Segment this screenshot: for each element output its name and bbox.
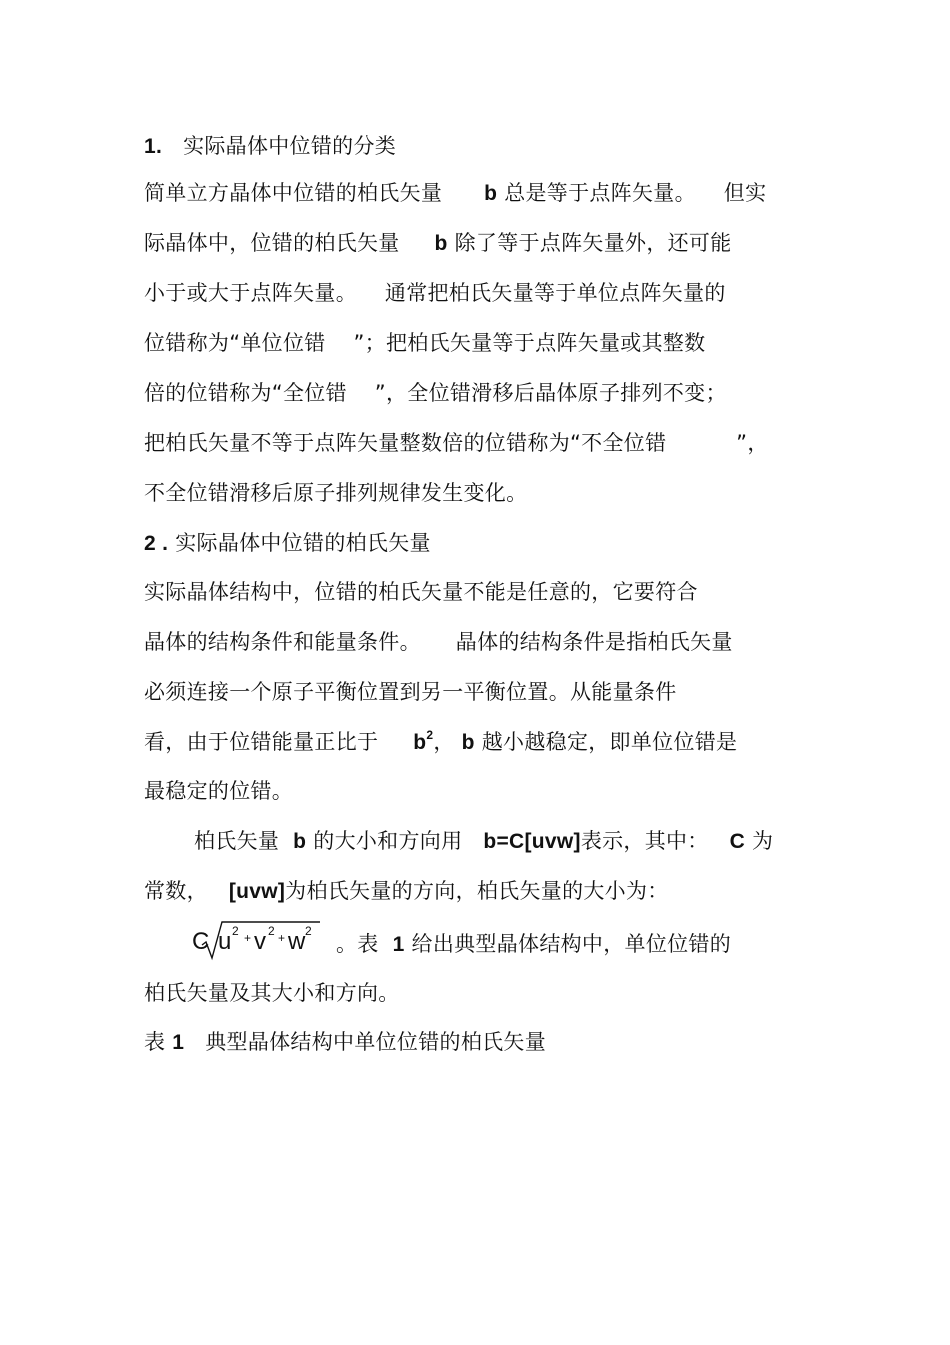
text-run: 总是等于点阵矢量。 bbox=[504, 181, 696, 205]
s1-line-2 bbox=[144, 229, 732, 258]
formula-plus: + bbox=[278, 931, 286, 945]
text-run: 。表 bbox=[336, 932, 379, 956]
text-run: 实际晶体结构中，位错的柏氏矢量不能是任意的，它要符合 bbox=[144, 580, 698, 604]
section-1-number: 1. bbox=[144, 135, 163, 158]
text-run: 看，由于位错能量正比于 bbox=[144, 730, 379, 754]
section-2-heading bbox=[144, 529, 431, 558]
caption-number: 1 bbox=[172, 1031, 185, 1054]
text-run: 必须连接一个原子平衡位置到另一平衡位置。从能量条件 bbox=[144, 680, 677, 704]
text-run: 柏氏矢量 bbox=[194, 829, 280, 853]
text-run: ”， bbox=[736, 431, 769, 455]
caption-title: 典型晶体结构中单位位错的柏氏矢量 bbox=[205, 1030, 547, 1054]
symbol-b: b bbox=[461, 731, 475, 754]
s1-line-7 bbox=[144, 479, 527, 507]
formula-w: w bbox=[288, 928, 306, 955]
text-run: 表示，其中： bbox=[580, 829, 709, 853]
text-run: 越小越稳定，即单位位错是 bbox=[481, 730, 738, 754]
s1-line-5 bbox=[144, 379, 727, 407]
text-run: ”，全位错滑移后晶体原子排列不变； bbox=[374, 381, 727, 405]
formula-exp: 2 bbox=[305, 924, 312, 938]
text-run: ， bbox=[433, 730, 455, 754]
text-run: 位错称为“单位位错 bbox=[144, 331, 326, 355]
symbol-b: b bbox=[413, 731, 427, 754]
symbol-uvw: [uvw] bbox=[228, 880, 286, 903]
p3-line-4 bbox=[144, 979, 400, 1007]
text-run: 晶体的结构条件是指柏氏矢量 bbox=[455, 630, 733, 654]
text-run: 倍的位错称为“全位错 bbox=[144, 381, 347, 405]
symbol-b: b bbox=[293, 830, 307, 853]
text-run: 但实 bbox=[723, 181, 767, 205]
p3-line-2 bbox=[144, 877, 669, 906]
table-caption bbox=[144, 1028, 546, 1057]
s2-line-3 bbox=[144, 678, 677, 706]
text-run: 给出典型晶体结构中，单位位错的 bbox=[411, 932, 732, 956]
text-run: 通常把柏氏矢量等于单位点阵矢量的 bbox=[384, 281, 726, 305]
s2-line-2 bbox=[144, 628, 733, 656]
table-ref-number: 1 bbox=[392, 933, 405, 956]
text-run: ”；把柏氏矢量等于点阵矢量或其整数 bbox=[353, 331, 706, 355]
s1-line-1 bbox=[144, 179, 766, 208]
formula-b-equals: b=C[uvw] bbox=[483, 830, 581, 853]
s1-line-4 bbox=[144, 329, 705, 357]
text-run: 的大小和方向用 bbox=[313, 829, 463, 853]
section-2-title: 实际晶体中位错的柏氏矢量 bbox=[175, 531, 431, 555]
s1-line-6 bbox=[144, 429, 769, 457]
formula-u: u bbox=[218, 928, 232, 955]
caption-prefix: 表 bbox=[144, 1030, 166, 1054]
text-run: 际晶体中，位错的柏氏矢量 bbox=[144, 231, 400, 255]
p3-line-3 bbox=[336, 930, 731, 959]
s1-line-3 bbox=[144, 279, 726, 307]
section-2-number: 2 . bbox=[144, 532, 169, 555]
symbol-b: b bbox=[484, 182, 498, 205]
section-1-heading bbox=[144, 132, 396, 161]
text-run: 除了等于点阵矢量外，还可能 bbox=[454, 231, 732, 255]
s2-line-4 bbox=[144, 728, 737, 757]
formula-plus: + bbox=[244, 931, 252, 945]
symbol-c: C bbox=[729, 830, 746, 853]
text-run: 为柏氏矢量的方向，柏氏矢量的大小为： bbox=[285, 879, 669, 903]
s2-line-1 bbox=[144, 578, 698, 606]
formula-v: v bbox=[254, 928, 266, 955]
p3-line-1 bbox=[194, 827, 773, 856]
text-run: 不全位错滑移后原子排列规律发生变化。 bbox=[144, 481, 528, 505]
text-run: 把柏氏矢量不等于点阵矢量整数倍的位错称为“不全位错 bbox=[144, 431, 667, 455]
text-run: 小于或大于点阵矢量。 bbox=[144, 281, 357, 305]
superscript-2: 2 bbox=[426, 728, 434, 742]
formula-exp: 2 bbox=[232, 924, 239, 938]
text-run: 为 bbox=[752, 829, 774, 853]
text-run: 柏氏矢量及其大小和方向。 bbox=[144, 981, 400, 1005]
text-run: 最稳定的位错。 bbox=[144, 779, 294, 803]
s2-line-5 bbox=[144, 777, 293, 805]
section-1-title: 实际晶体中位错的分类 bbox=[183, 134, 397, 158]
formula-exp: 2 bbox=[268, 924, 275, 938]
text-run: 简单立方晶体中位错的柏氏矢量 bbox=[144, 181, 443, 205]
formula-c: C bbox=[192, 928, 210, 955]
text-run: 晶体的结构条件和能量条件。 bbox=[144, 630, 421, 654]
symbol-b: b bbox=[434, 232, 448, 255]
text-run: 常数， bbox=[144, 879, 208, 903]
